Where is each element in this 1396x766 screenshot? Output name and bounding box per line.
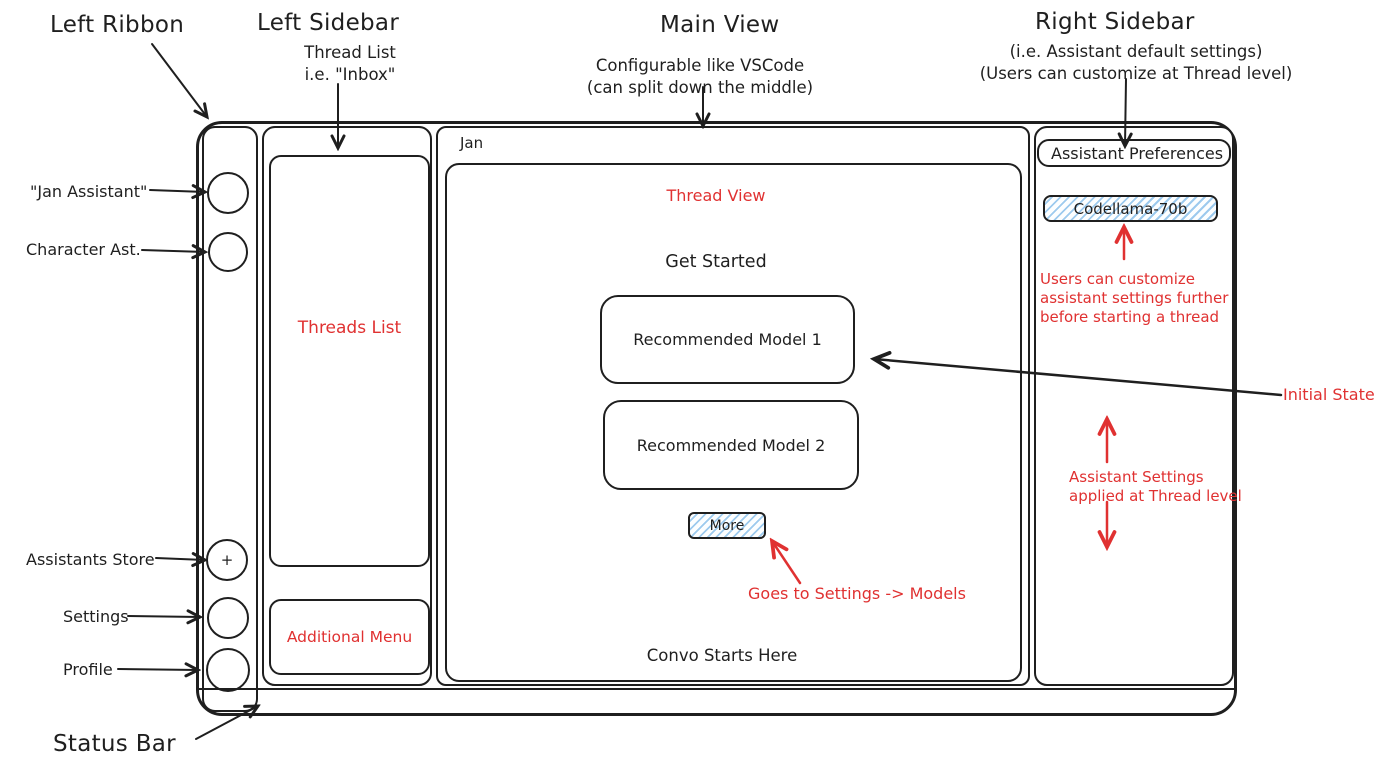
convo-starts-here-label: Convo Starts Here bbox=[646, 646, 798, 665]
right-sidebar-label: Right Sidebar bbox=[1035, 9, 1195, 35]
assistants-store-button[interactable] bbox=[206, 539, 248, 581]
character-ast-label: Character Ast. bbox=[26, 240, 141, 259]
profile-arrow bbox=[118, 669, 198, 670]
recommended-model-1-label: Recommended Model 1 bbox=[633, 330, 822, 349]
plus-icon: + bbox=[220, 551, 234, 569]
main-view-note bbox=[585, 55, 815, 99]
more-button[interactable] bbox=[688, 512, 766, 539]
left-sidebar-note bbox=[280, 42, 420, 86]
right-sidebar-note-line1: (i.e. Assistant default settings) bbox=[1009, 42, 1263, 61]
recommended-model-2-label: Recommended Model 2 bbox=[636, 435, 826, 455]
assistant-preferences-header bbox=[1037, 139, 1231, 167]
model-chip[interactable] bbox=[1043, 195, 1218, 222]
settings-arrow bbox=[128, 616, 200, 617]
app-window bbox=[196, 121, 1237, 716]
right-sidebar-note-line2: (Users can customize at Thread level) bbox=[979, 64, 1293, 83]
settings-button[interactable] bbox=[207, 597, 249, 639]
model-chip-label: Codellama-70b bbox=[1073, 199, 1188, 218]
right-sidebar-note bbox=[966, 41, 1306, 85]
additional-menu-placeholder: Additional Menu bbox=[286, 628, 413, 646]
settings-label: Settings bbox=[63, 607, 129, 626]
jan-assistant-avatar[interactable] bbox=[207, 172, 249, 214]
customize-note bbox=[1040, 270, 1228, 327]
more-button-label: More bbox=[709, 517, 745, 534]
left-sidebar-label: Left Sidebar bbox=[257, 10, 400, 36]
thread-level-note bbox=[1069, 468, 1242, 506]
assistant-preferences-title: Assistant Preferences bbox=[1051, 143, 1224, 163]
goes-to-settings-note: Goes to Settings -> Models bbox=[748, 584, 966, 603]
left-ribbon-label: Left Ribbon bbox=[50, 12, 185, 38]
thread-level-note-line1: Assistant Settings bbox=[1069, 468, 1204, 486]
thread-level-note-line2: applied at Thread level bbox=[1069, 487, 1242, 505]
threads-list-region[interactable] bbox=[269, 155, 430, 567]
assistants-store-label: Assistants Store bbox=[26, 550, 155, 569]
thread-view-placeholder: Thread View bbox=[666, 186, 766, 205]
left-sidebar-note-line2: i.e. "Inbox" bbox=[304, 65, 396, 84]
main-view-note-line2: (can split down the middle) bbox=[586, 78, 814, 97]
left-sidebar bbox=[262, 126, 432, 686]
status-bar-region bbox=[199, 690, 1234, 713]
profile-label: Profile bbox=[63, 660, 113, 679]
right-sidebar bbox=[1034, 126, 1234, 686]
customize-note-line2: assistant settings further bbox=[1040, 289, 1229, 307]
app-title: Jan bbox=[460, 134, 484, 152]
left-sidebar-note-line1: Thread List bbox=[304, 43, 396, 62]
recommended-model-1-card[interactable] bbox=[600, 295, 855, 384]
customize-note-line3: before starting a thread bbox=[1040, 308, 1220, 326]
status-bar-label: Status Bar bbox=[53, 731, 176, 757]
profile-button[interactable] bbox=[206, 648, 250, 692]
main-view-label: Main View bbox=[660, 12, 780, 38]
left-ribbon-arrow bbox=[152, 44, 207, 117]
initial-state-label: Initial State bbox=[1283, 385, 1375, 404]
character-assistant-avatar[interactable] bbox=[208, 232, 248, 272]
main-view-note-line1: Configurable like VSCode bbox=[595, 56, 805, 75]
thread-view-region bbox=[445, 163, 1022, 682]
get-started-heading: Get Started bbox=[665, 252, 767, 272]
additional-menu-region[interactable] bbox=[269, 599, 430, 675]
jan-assistant-label: "Jan Assistant" bbox=[30, 182, 148, 201]
threads-list-placeholder: Threads List bbox=[297, 318, 402, 338]
customize-note-line1: Users can customize bbox=[1040, 270, 1195, 288]
recommended-model-2-card[interactable] bbox=[603, 400, 859, 490]
left-ribbon bbox=[202, 126, 258, 712]
